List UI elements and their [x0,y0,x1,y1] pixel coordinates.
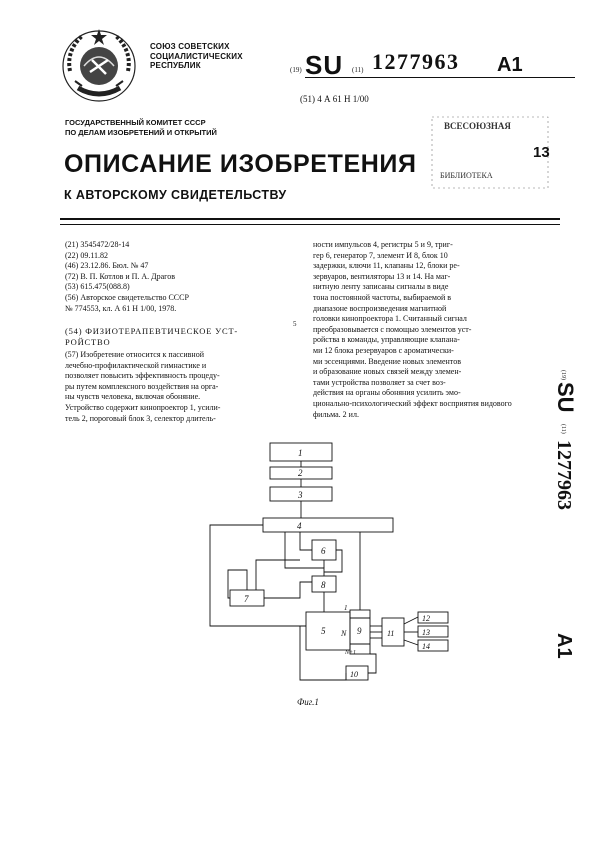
abstract-line: ности импульсов 4, регистры 5 и 9, триг- [313,240,453,249]
abstract-line: ционально-психологический эффект восприятия видового [313,398,512,408]
abstract-line: тель 2, пороговый блок 3, селектор длитель- [65,413,216,423]
block-label: 6 [321,546,326,556]
biblio-line: (46) 23.12.86. Бюл. № 47 [65,261,149,271]
block-label: 8 [321,580,326,590]
side-publication-number [550,368,590,668]
block-label: 5 [321,626,326,636]
block-label: 13 [422,628,430,637]
code-11: (11) [352,66,364,74]
title-rule-top [60,218,560,220]
abstract-line: ройства в команды, управляющие клапана- [313,335,460,345]
block-label: 10 [350,670,358,679]
committee-name [65,118,217,138]
abstract-line: и образование новых связей между элемен- [313,367,462,377]
line-number: 5 [293,320,297,328]
stamp-line-1: ВСЕСОЮЗНАЯ [444,121,511,131]
biblio-line: (21) 3545472/28-14 [65,240,130,249]
union-line: РЕСПУБЛИК [150,61,201,70]
document-title: ОПИСАНИЕ ИЗОБРЕТЕНИЯ [64,150,417,178]
abstract-line: нитную ленту записаны сигналы в виде [313,282,449,292]
committee-line: ПО ДЕЛАМ ИЗОБРЕТЕНИЙ И ОТКРЫТИЙ [65,128,217,137]
abstract-line: тона постоянной частоты, выбираемой в [313,292,452,302]
union-name [150,42,243,71]
block-label: 2 [298,468,303,478]
abstract-column-1 [65,350,280,424]
patent-number: 1277963 [372,49,460,74]
abstract-line: головки кинопроектора 1. Считанный сигнал [313,314,467,324]
abstract-line: действия на органы обоняния усилить эмо- [313,388,461,398]
biblio-line: (22) 09.11.82 [65,250,109,260]
invention-title-line: РОЙСТВО [65,337,111,347]
abstract-line: гер 6, генератор 7, элемент И 8, блок 10 [313,250,448,260]
document-subtitle: К АВТОРСКОМУ СВИДЕТЕЛЬСТВУ [64,188,287,202]
block-4 [263,518,393,532]
abstract-line: тами устройства позволяет за счет воз- [313,377,446,387]
stamp-number: 13 [533,144,550,161]
committee-line: ГОСУДАРСТВЕННЫЙ КОМИТЕТ СССР [65,118,206,127]
side-number: 1277963 [553,440,575,510]
library-stamp [430,115,550,190]
ussr-emblem-icon [60,26,138,104]
abstract-line: позволяет повысить эффективность процеду- [65,371,220,381]
code-19: (19) [290,66,302,74]
bibliographic-data [65,240,280,314]
abstract-line: ми эссенциями. Введение новых элементов [313,356,461,366]
abstract-line: Устройство содержит кинопроектор 1, усили- [65,402,221,412]
country-code: SU [305,50,344,80]
figure-caption: Фиг.1 [297,697,319,707]
biblio-line: (72) В. П. Котлов и П. А. Драгов [65,271,176,281]
side-kind: A1 [553,633,575,659]
abstract-column-2 [313,240,543,420]
side-country: SU [553,382,578,413]
abstract-line: (57) Изобретение относится к пассивной [65,350,204,359]
abstract-line: фильма. 2 ил. [313,409,359,419]
title-rule-bottom [60,224,560,225]
block-label: 9 [357,626,362,636]
register-bit-top: 1 [344,604,348,612]
invention-title [65,326,280,348]
biblio-line: (53) 615.475(088.8) [65,282,130,292]
kind-code: A1 [497,54,523,76]
side-code-11: (11) [560,424,566,434]
ipc-classification: (51) 4 А 61 Н 1/00 [300,94,369,104]
register-bit-bottom: N+1 [345,650,357,656]
abstract-line: задержки, ключи 11, клапаны 12, блоки ре- [313,261,460,271]
abstract-line: ми 12 блока резервуаров с ароматически- [313,345,454,355]
union-line: СОЦИАЛИСТИЧЕСКИХ [150,51,243,61]
union-line: СОЮЗ СОВЕТСКИХ [150,42,230,51]
abstract-line: преобразовывается с помощью элементов уст- [313,324,472,334]
block-label: 11 [387,629,395,638]
block-label: 4 [297,521,302,531]
abstract-line: зервуаров, вентиляторы 13 и 14. На маг- [313,271,451,281]
abstract-line: ры путем комплексного воздействия на орга- [65,381,219,391]
register-bit-middle: N [341,629,347,638]
biblio-line: (56) Авторское свидетельство СССР [65,292,189,302]
block-label: 14 [422,642,430,651]
block-label: 1 [298,448,303,458]
biblio-line: № 774553, кл. А 61 Н 1/00, 1978. [65,303,177,313]
abstract-line: диапазоне воспроизведения магнитной [313,303,447,313]
block-label: 12 [422,614,430,623]
invention-title-line: (54) ФИЗИОТЕРАПЕВТИЧЕСКОЕ УСТ- [65,326,239,336]
block-label: 3 [298,490,303,500]
header-rule [305,77,575,78]
side-code-19: (19) [560,370,566,380]
block-diagram [200,440,470,710]
stamp-line-3: БИБЛИОТЕКА [440,171,493,180]
abstract-line: ны чувств человека, включая обоняние. [65,392,201,402]
abstract-line: лечебно-профилактической гимнастике и [65,360,207,370]
block-label: 7 [244,594,249,604]
